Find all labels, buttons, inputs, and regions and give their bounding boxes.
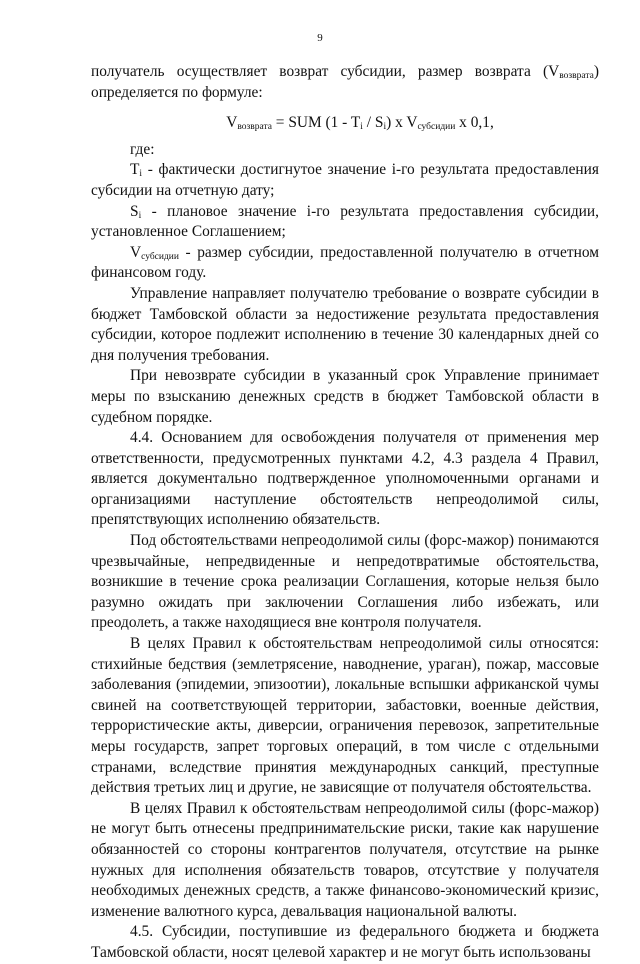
formula-sub-s: i <box>383 122 387 133</box>
intro-subscript: возврата <box>559 71 594 81</box>
t-subscript: i <box>139 169 143 180</box>
paragraph-intro <box>91 62 599 103</box>
paragraph-4-5: 4.5. Субсидии, поступившие из федерального бюджета и бюджета Тамбовской области, носят целевой характер и не могут быть использованы <box>91 923 599 961</box>
formula-v: V <box>226 114 238 132</box>
paragraph-4-4: 4.4. Основанием для освобождения получателя от применения мер ответственности, предусмотренных пунктами 4.2, 4.3 раздела 4 Правил, является документально подтвержденное уполномоченными органами и организациями наступление обстоятельств непреодолимой силы, препятствующих исполнению обязательств. <box>91 429 599 529</box>
s-definition-text: - плановое значение i-го результата предоставления субсидии, установленное Соглашением; <box>91 202 599 241</box>
t-definition-text: - фактически достигнутое значение i-го результата предоставления субсидии на отчетную дату; <box>91 161 599 199</box>
document-body <box>91 62 599 964</box>
intro-text-end: ) определяется по формуле: <box>91 63 599 101</box>
formula-part-2: / S <box>362 114 384 132</box>
where-label: где: <box>130 140 155 158</box>
s-subscript: i <box>138 210 142 221</box>
formula-sub-t: i <box>360 122 363 133</box>
formula-sub-subsidy: субсидии <box>417 122 456 133</box>
formula-sub-refund: возврата <box>237 122 272 133</box>
definition-v <box>91 243 599 284</box>
paragraph-refund-demand: Управление направляет получателю требование о возврате субсидии в бюджет Тамбовской области за недостижение результата предоставления субсидии, которое подлежит исполнению в течение 30 календарных дней со дня получения требования. <box>91 284 599 364</box>
refund-formula <box>91 113 599 134</box>
definition-s <box>91 202 599 243</box>
v-definition-text: - размер субсидии, предоставленной получателю в отчетном финансовом году. <box>91 243 599 282</box>
paragraph-force-majeure-definition: Под обстоятельствами непреодолимой силы (форс-мажор) понимаются чрезвычайные, непредвиденные и непредотвратимые обстоятельства, возникшие в течение срока реализации Соглашения, которые нельзя было разумно ожидать при заключении Соглашения либо избежать, или преодолеть, а также находящиеся вне контроля получателя. <box>91 532 599 632</box>
formula-part-3: ) x V <box>386 114 418 132</box>
paragraph-non-return: При невозврате субсидии в указанный срок Управление принимает меры по взысканию денежных средств в бюджет Тамбовской области в судебном порядке. <box>91 367 599 426</box>
page-number: 9 <box>317 32 323 44</box>
v-subscript: субсидии <box>141 251 179 262</box>
formula-part-1: = SUM (1 - T <box>271 114 361 132</box>
definition-t <box>91 160 599 201</box>
t-symbol: T <box>130 161 140 179</box>
formula-part-4: x 0,1, <box>455 114 494 132</box>
intro-text-start: получатель осуществляет возврат субсидии, размер возврата (V <box>91 63 560 80</box>
paragraph-force-majeure-includes: В целях Правил к обстоятельствам непреодолимой силы относятся: стихийные бедствия (землетрясение, наводнение, ураган), пожар, массовые заболевания (эпидемии, эпизоотии), локальные вспышки африканской чумы свиней на соответствующей территории, забастовки, военные действия, террористические акты, диверсии, ограничения перевозок, запретительные меры государств, запрет торговых операций, в том числе с отдельными странами, вследствие принятия международных санкций, преступные действия третьих лиц и другие, не зависящие от получателя обстоятельства. <box>91 635 599 797</box>
v-symbol: V <box>130 243 142 261</box>
s-symbol: S <box>130 202 139 220</box>
paragraph-force-majeure-excludes: В целях Правил к обстоятельствам непреодолимой силы (форс-мажор) не могут быть отнесены предпринимательские риски, такие как нарушение обязанностей со стороны контрагентов получателя, отсутствие на рынке нужных для исполнения обязательств товаров, отсутствие у получателя необходимых денежных средств, а также финансово-экономический кризис, изменение валютного курса, девальвация национальной валюты. <box>91 799 599 920</box>
